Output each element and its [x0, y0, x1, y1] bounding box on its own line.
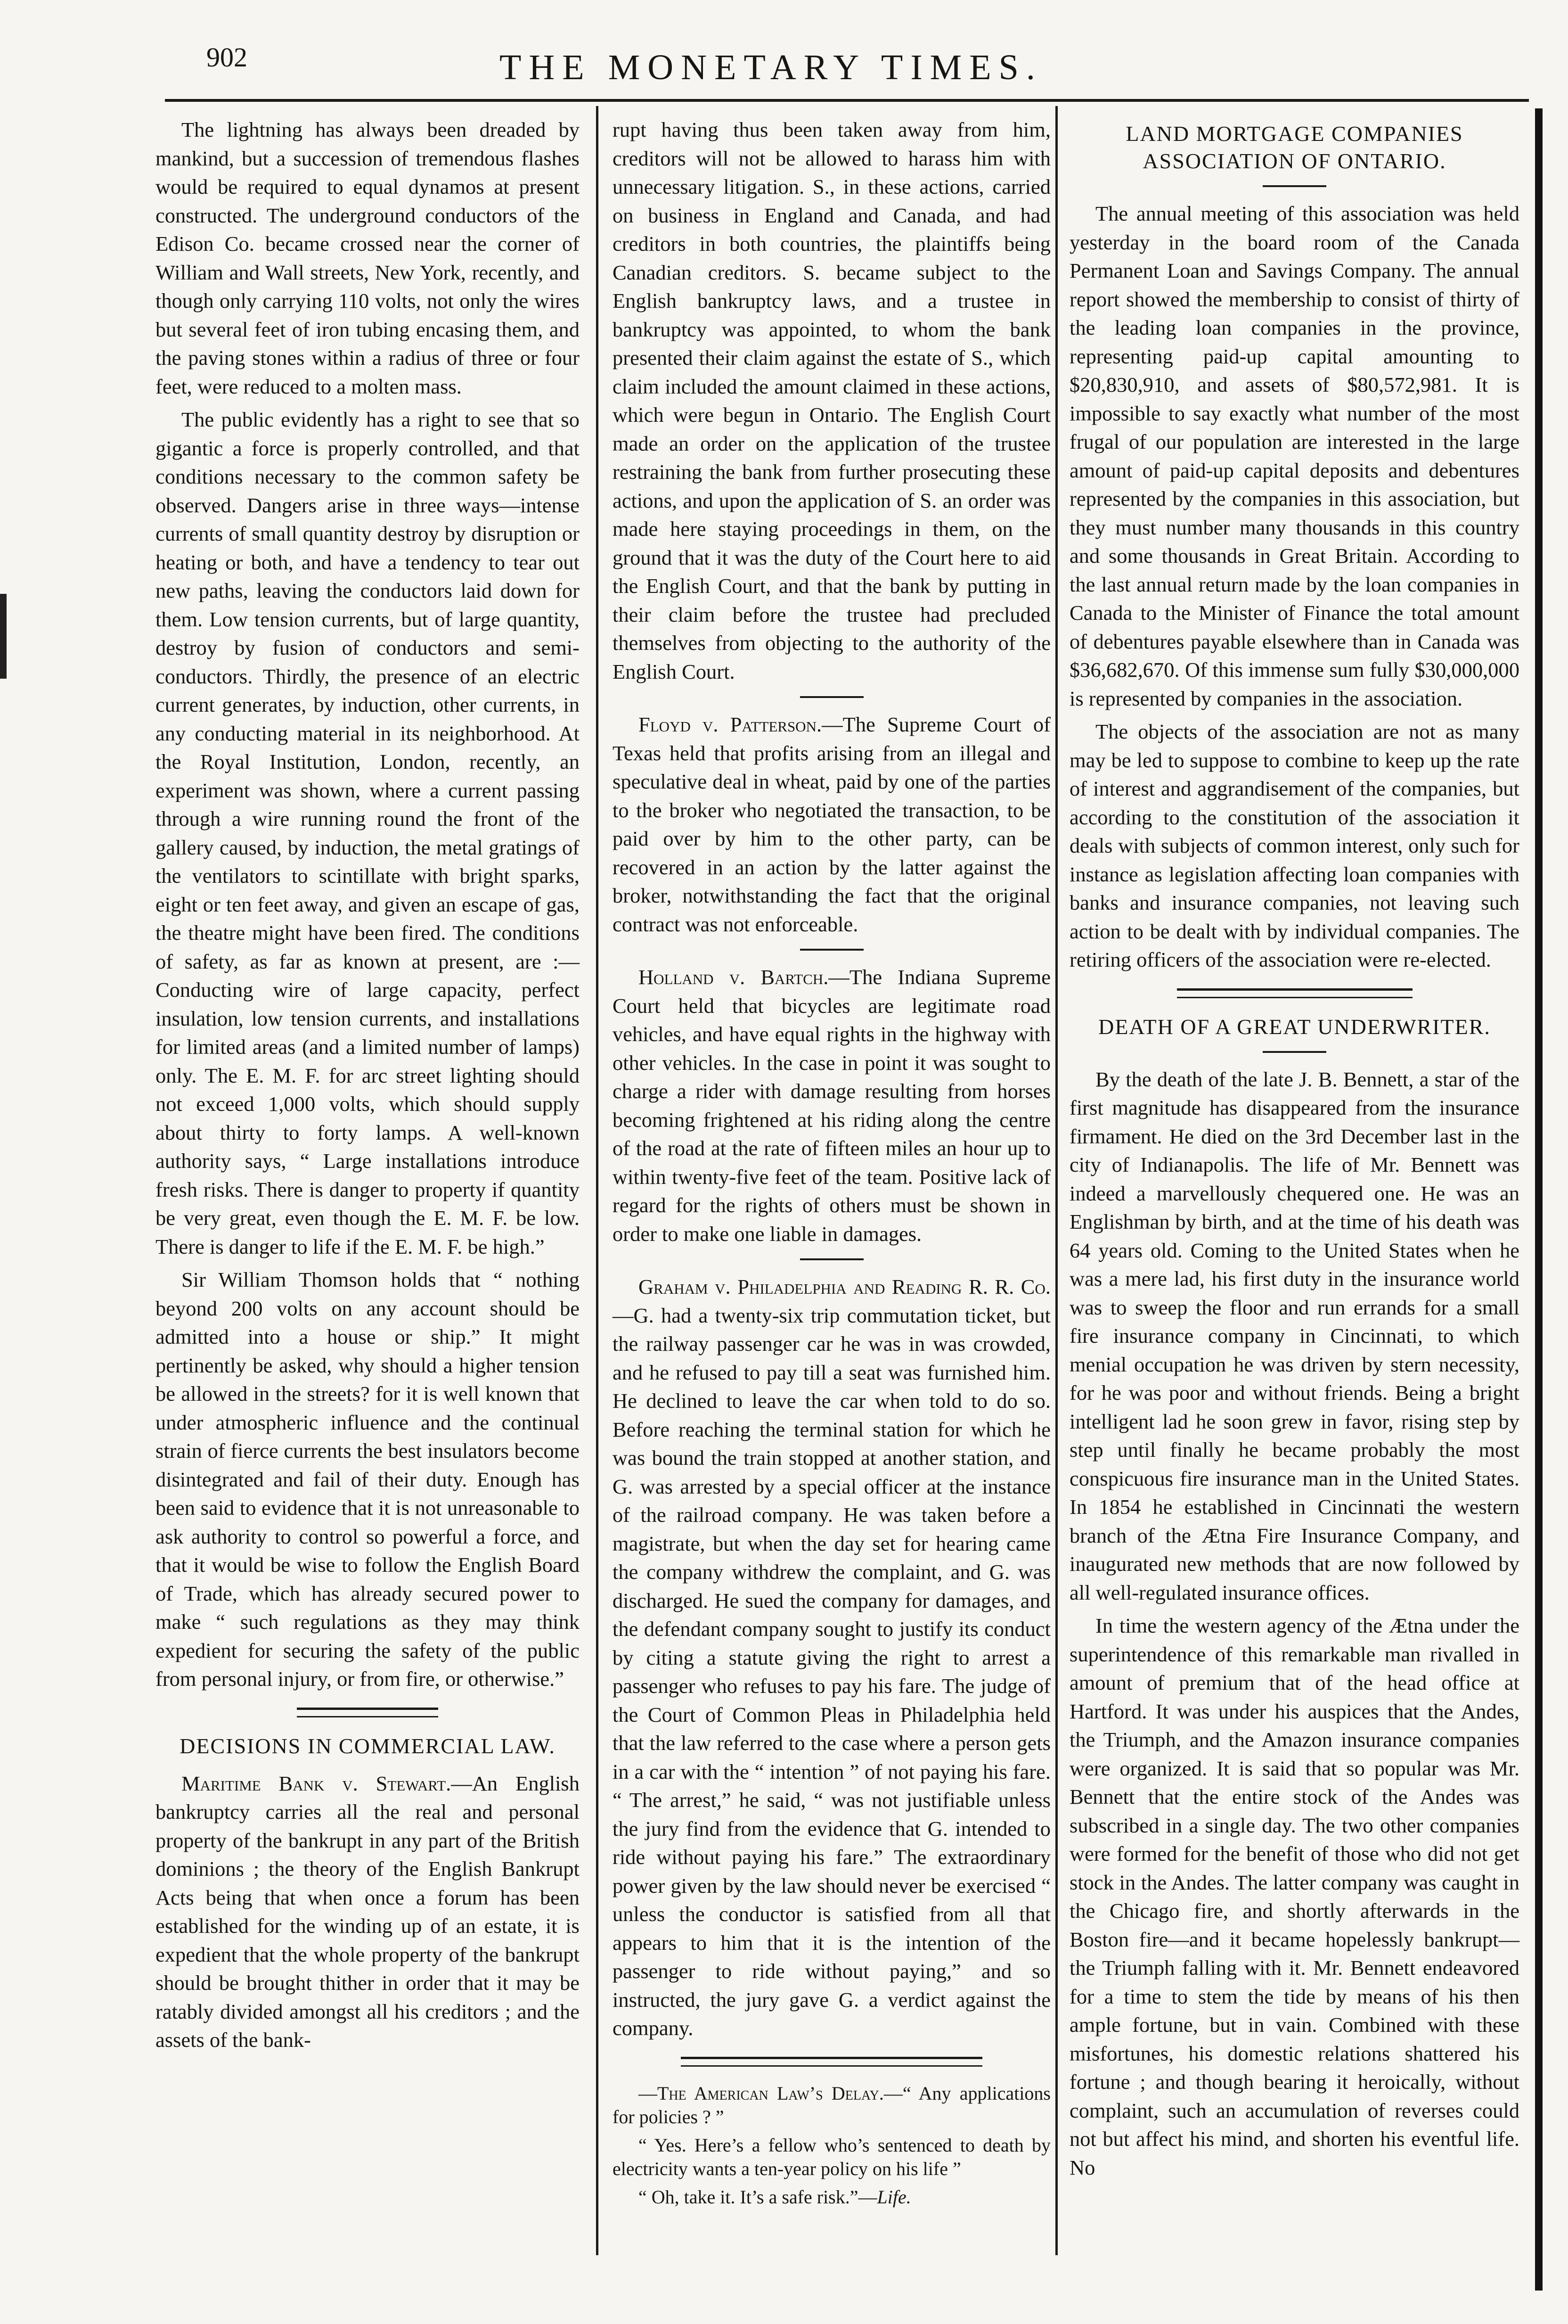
running-title: THE MONETARY TIMES.: [499, 48, 1043, 87]
divider: [800, 696, 864, 698]
column-rule: [1055, 106, 1058, 2255]
page-number: 902: [206, 42, 247, 73]
case-title: Graham v. Philadelphia and Reading R. R. Co.: [638, 1275, 1051, 1298]
paragraph: The annual meeting of this association was held yesterday in the board room of the Canada Permanent Loan and Savings Company. The annual report showed the membership to consist of thirty of the leading loan companies in the province, representing paid-up capital amounting to $20,830,910, and assets of $80,572,981. It is impossible to say exactly what number of the most frugal of our population are interested in the large amount of paid-up capital deposits and debentures represented by the companies in this association, but they must number many thousands in this country and some thousands in Great Britain. According to the last annual return made by the loan companies in Canada to the Minister of Finance the total amount of debentures payable elsewhere than in Canada was $36,682,670. Of this immense sum fully $30,000,000 is represented by companies in the association.: [1070, 202, 1519, 710]
case-paragraph: [612, 710, 1051, 938]
case-text: —G. had a twenty-six trip commutation ticket, but the railway passenger car he was in was crowded, and he refused to pay till a seat was furnished him. He declined to leave the car when told to do so. Before reaching the terminal station for which he was bound the train stopped at another station, and G. was arrested by a special officer at the instance of the railroad company. He was taken before a magistrate, but when the day set for hearing came the company withdrew the complaint, and G. was discharged. He sued the company for damages, and the defendant company sought to justify its conduct by citing a statute giving the right to arrest a passenger who refuses to pay his fare. The judge of the Court of Common Pleas in Philadelphia held that the law referred to the case where a person gets in a car with the “ intention ” of not paying his fare. “ The arrest,” he said, “ was not justifiable unless the jury find from the evidence that G. intended to ride without paying his fare.” The extraordinary power given by the law should never be exercised “ unless the conductor is satisfied from all that appears to him that it is the intention of the passenger to ride without paying,” and so instructed, the jury gave G. a verdict against the company.: [612, 1303, 1051, 2040]
divider: [800, 949, 864, 951]
paragraph: The objects of the association are not as many may be led to suppose to combine to keep up the rate of interest and aggrandisement of the companies, but according to the constitution of the association it deals with subjects of common interest, only such for instance as legislation affecting loan companies with banks and insurance companies, not leaving such action to be dealt with by individual companies. The retiring officers of the association were re-elected.: [1070, 720, 1519, 971]
joke-answer: “ Yes. Here’s a fellow who’s sentenced to death by electricity wants a ten-year policy on his life ”: [612, 2134, 1051, 2179]
paragraph: By the death of the late J. B. Bennett, a star of the first magnitude has disappeared from the insurance firmament. He died on the 3rd December last in the city of Indianapolis. The life of Mr. Bennett was indeed a marvellously chequered one. He was an Englishman by birth, and at the time of his death was 64 years old. Coming to the United States when he was a mere lad, his first duty in the insurance world was to sweep the floor and run errands for a small fire insurance company in Cincinnati, to which menial occupation he was driven by stern necessity, for he was poor and without friends. Being a bright intelligent lad he soon grew in favor, rising step by step until finally he became probably the most conspicuous fire insurance man in the United States. In 1854 he established in Cincinnati the western branch of the Ætna Fire Insurance Company, and inaugurated new methods that are now followed by all well-regulated insurance offices.: [1070, 1067, 1519, 1604]
article-heading: LAND MORTGAGE COMPANIES ASSOCIATION OF ONTARIO.: [1126, 122, 1463, 173]
scan-edge-mark: [0, 594, 7, 679]
section-divider: [681, 2057, 982, 2067]
case-paragraph: [612, 963, 1051, 1248]
paragraph: rupt having thus been taken away from him, creditors will not be allowed to harass him with unnecessary litigation. S., in these actions, carried on business in England and Canada, and had creditors in both countries, the plaintiffs being Canadian creditors. S. became subject to the English bankruptcy laws, and a trustee in bankruptcy was appointed, to whom the bank presented their claim against the estate of S., which claim included the amount claimed in these actions, which were begun in Ontario. The English Court made an order on the application of the trustee restraining the bank from further prosecuting these actions, and upon the application of S. an order was made here staying proceedings in them, on the ground that it was the duty of the Court here to aid the English Court, and that the bank by putting in their claim before the trustee had precluded themselves from objecting to the authority of the English Court.: [612, 118, 1051, 683]
divider: [1263, 1051, 1326, 1053]
joke-punchline-text: “ Oh, take it. It’s a safe risk.”—: [638, 2186, 877, 2208]
article-heading: DEATH OF A GREAT UNDERWRITER.: [1098, 1014, 1491, 1039]
case-title: Holland v. Bartch.: [638, 965, 829, 989]
case-title: Maritime Bank v. Stewart.: [181, 1771, 451, 1795]
section-divider: [297, 1708, 438, 1717]
divider: [1263, 185, 1326, 187]
joke-punchline: [612, 2185, 1051, 2209]
column-2: [612, 115, 1051, 2214]
case-text: —The Supreme Court of Texas held that profits arising from an illegal and speculative deal in wheat, paid by one of the parties to the broker who negotiated the transaction, to be paid over by him to the other party, can be recovered in an action by the latter against the broker, notwithstanding the fact that the original contract was not enforceable.: [612, 713, 1051, 936]
column-3: [1070, 115, 1519, 2186]
case-title: Floyd v. Patterson.: [638, 713, 822, 736]
column-1: [155, 115, 580, 2059]
case-paragraph: [155, 1769, 580, 2054]
paragraph: The public evidently has a right to see that so gigantic a force is properly controlled, and that conditions necessary to the common safety be observed. Dangers arise in three ways—intense currents of small quantity destroy by disruption or heating or both, and have a tendency to tear out new paths, leaving the conductors laid down for them. Low tension currents, but of large quantity, destroy by fusion of conductors and semi-conductors. Thirdly, the presence of an electric current generates, by induction, other currents, in any conducting material in its neighborhood. At the Royal Institution, London, recently, an experiment was shown, where a current passing through a wire running round the front of the gallery caused, by induction, the metal gratings of the ventilators to scintillate with bright sparks, eight or ten feet away, and given an escape of gas, the theatre might have been fired. The conditions of safety, as far as known at present, are :—Conducting wire of large capacity, perfect insulation, low tension currents, and installations for limited areas (and a limited number of lamps) only. The E. M. F. for arc street lighting should not exceed 1,000 volts, which should supply about thirty to forty lamps. A well-known authority says, “ Large installations introduce fresh risks. There is danger to property if quantity be very great, even though the E. M. F. be low. There is danger to life if the E. M. F. be high.”: [155, 408, 580, 1258]
divider: [800, 1258, 864, 1260]
section-heading: DECISIONS IN COMMERCIAL LAW.: [180, 1733, 555, 1758]
paragraph: The lightning has always been dreaded by mankind, but a succession of tremendous flashes would be required to equal dynamos at present constructed. The underground conductors of the Edison Co. became crossed near the corner of William and Wall streets, New York, recently, and though only carrying 110 volts, not only the wires but several feet of iron tubing encasing them, and the paving stones within a radius of three or four feet, were reduced to a molten mass.: [155, 118, 580, 398]
joke-source: Life.: [877, 2186, 911, 2208]
section-divider: [1177, 988, 1413, 998]
paragraph: Sir William Thomson holds that “ nothing beyond 200 volts on any account should be admitted into a house or ship.” It might pertinently be asked, why should a higher tension be allowed in the streets? for it is well known that under atmospheric influence and the continual strain of fierce currents the best insulators become disintegrated and fail of their duty. Enough has been said to evidence that it is not unreasonable to ask authority to control so powerful a force, and that it would be wise to follow the English Board of Trade, which has already secured power to make “ such regulations as they may think expedient for securing the safety of the public from personal injury, or from fire, or otherwise.”: [155, 1268, 580, 1691]
scan-edge-shadow: [1535, 108, 1543, 2291]
joke-question: —“ Any applications for policies ? ”: [612, 2082, 1051, 2127]
paragraph: In time the western agency of the Ætna under the superintendence of this remarkable man rivalled in amount of premium that of the head office at Hartford. It was under his auspices that the Andes, the Triumph, and the Amazon insurance companies were organized. It is said that so popular was Mr. Bennett that the entire stock of the Andes was subscribed in a single day. The two other companies were formed for the benefit of those who did not get stock in the Andes. The latter company was caught in the Chicago fire, and shortly afterwards in the Boston fire—and it became hopelessly bankrupt—the Triumph falling with it. Mr. Bennett endeavored for a time to stem the tide by means of his then ample fortune, but in vain. Combined with these misfortunes, his domestic relations shattered his fortune ; and though bearing it heroically, without complaint, such an accumulation of reverses could not but affect his mind, and shorten his eventful life. No: [1070, 1614, 1519, 2179]
case-text: —An English bankruptcy carries all the real and personal property of the bankrupt in any part of the British dominions ; the theory of the English Bankrupt Acts being that when once a forum has been established for the winding up of an estate, it is expedient that the whole property of the bankrupt should be brought thither in order that it may be ratably divided amongst all his creditors ; and the assets of the bank-: [155, 1771, 580, 2052]
column-rule: [596, 106, 598, 2255]
joke-title: —The American Law’s Delay.: [638, 2082, 884, 2104]
case-paragraph: [612, 1273, 1051, 2043]
header-rule: [165, 99, 1529, 102]
case-text: —The Indiana Supreme Court held that bicycles are legitimate road vehicles, and have equal rights in the highway with other vehicles. In the case in point it was sought to charge a rider with damage resulting from horses becoming frightened at his riding along the centre of the road at the rate of fifteen miles an hour up to within twenty-five feet of the team. Positive lack of regard for the rights of others must be shown in order to make one liable in damages.: [612, 965, 1051, 1246]
joke-paragraph: [612, 2082, 1051, 2129]
